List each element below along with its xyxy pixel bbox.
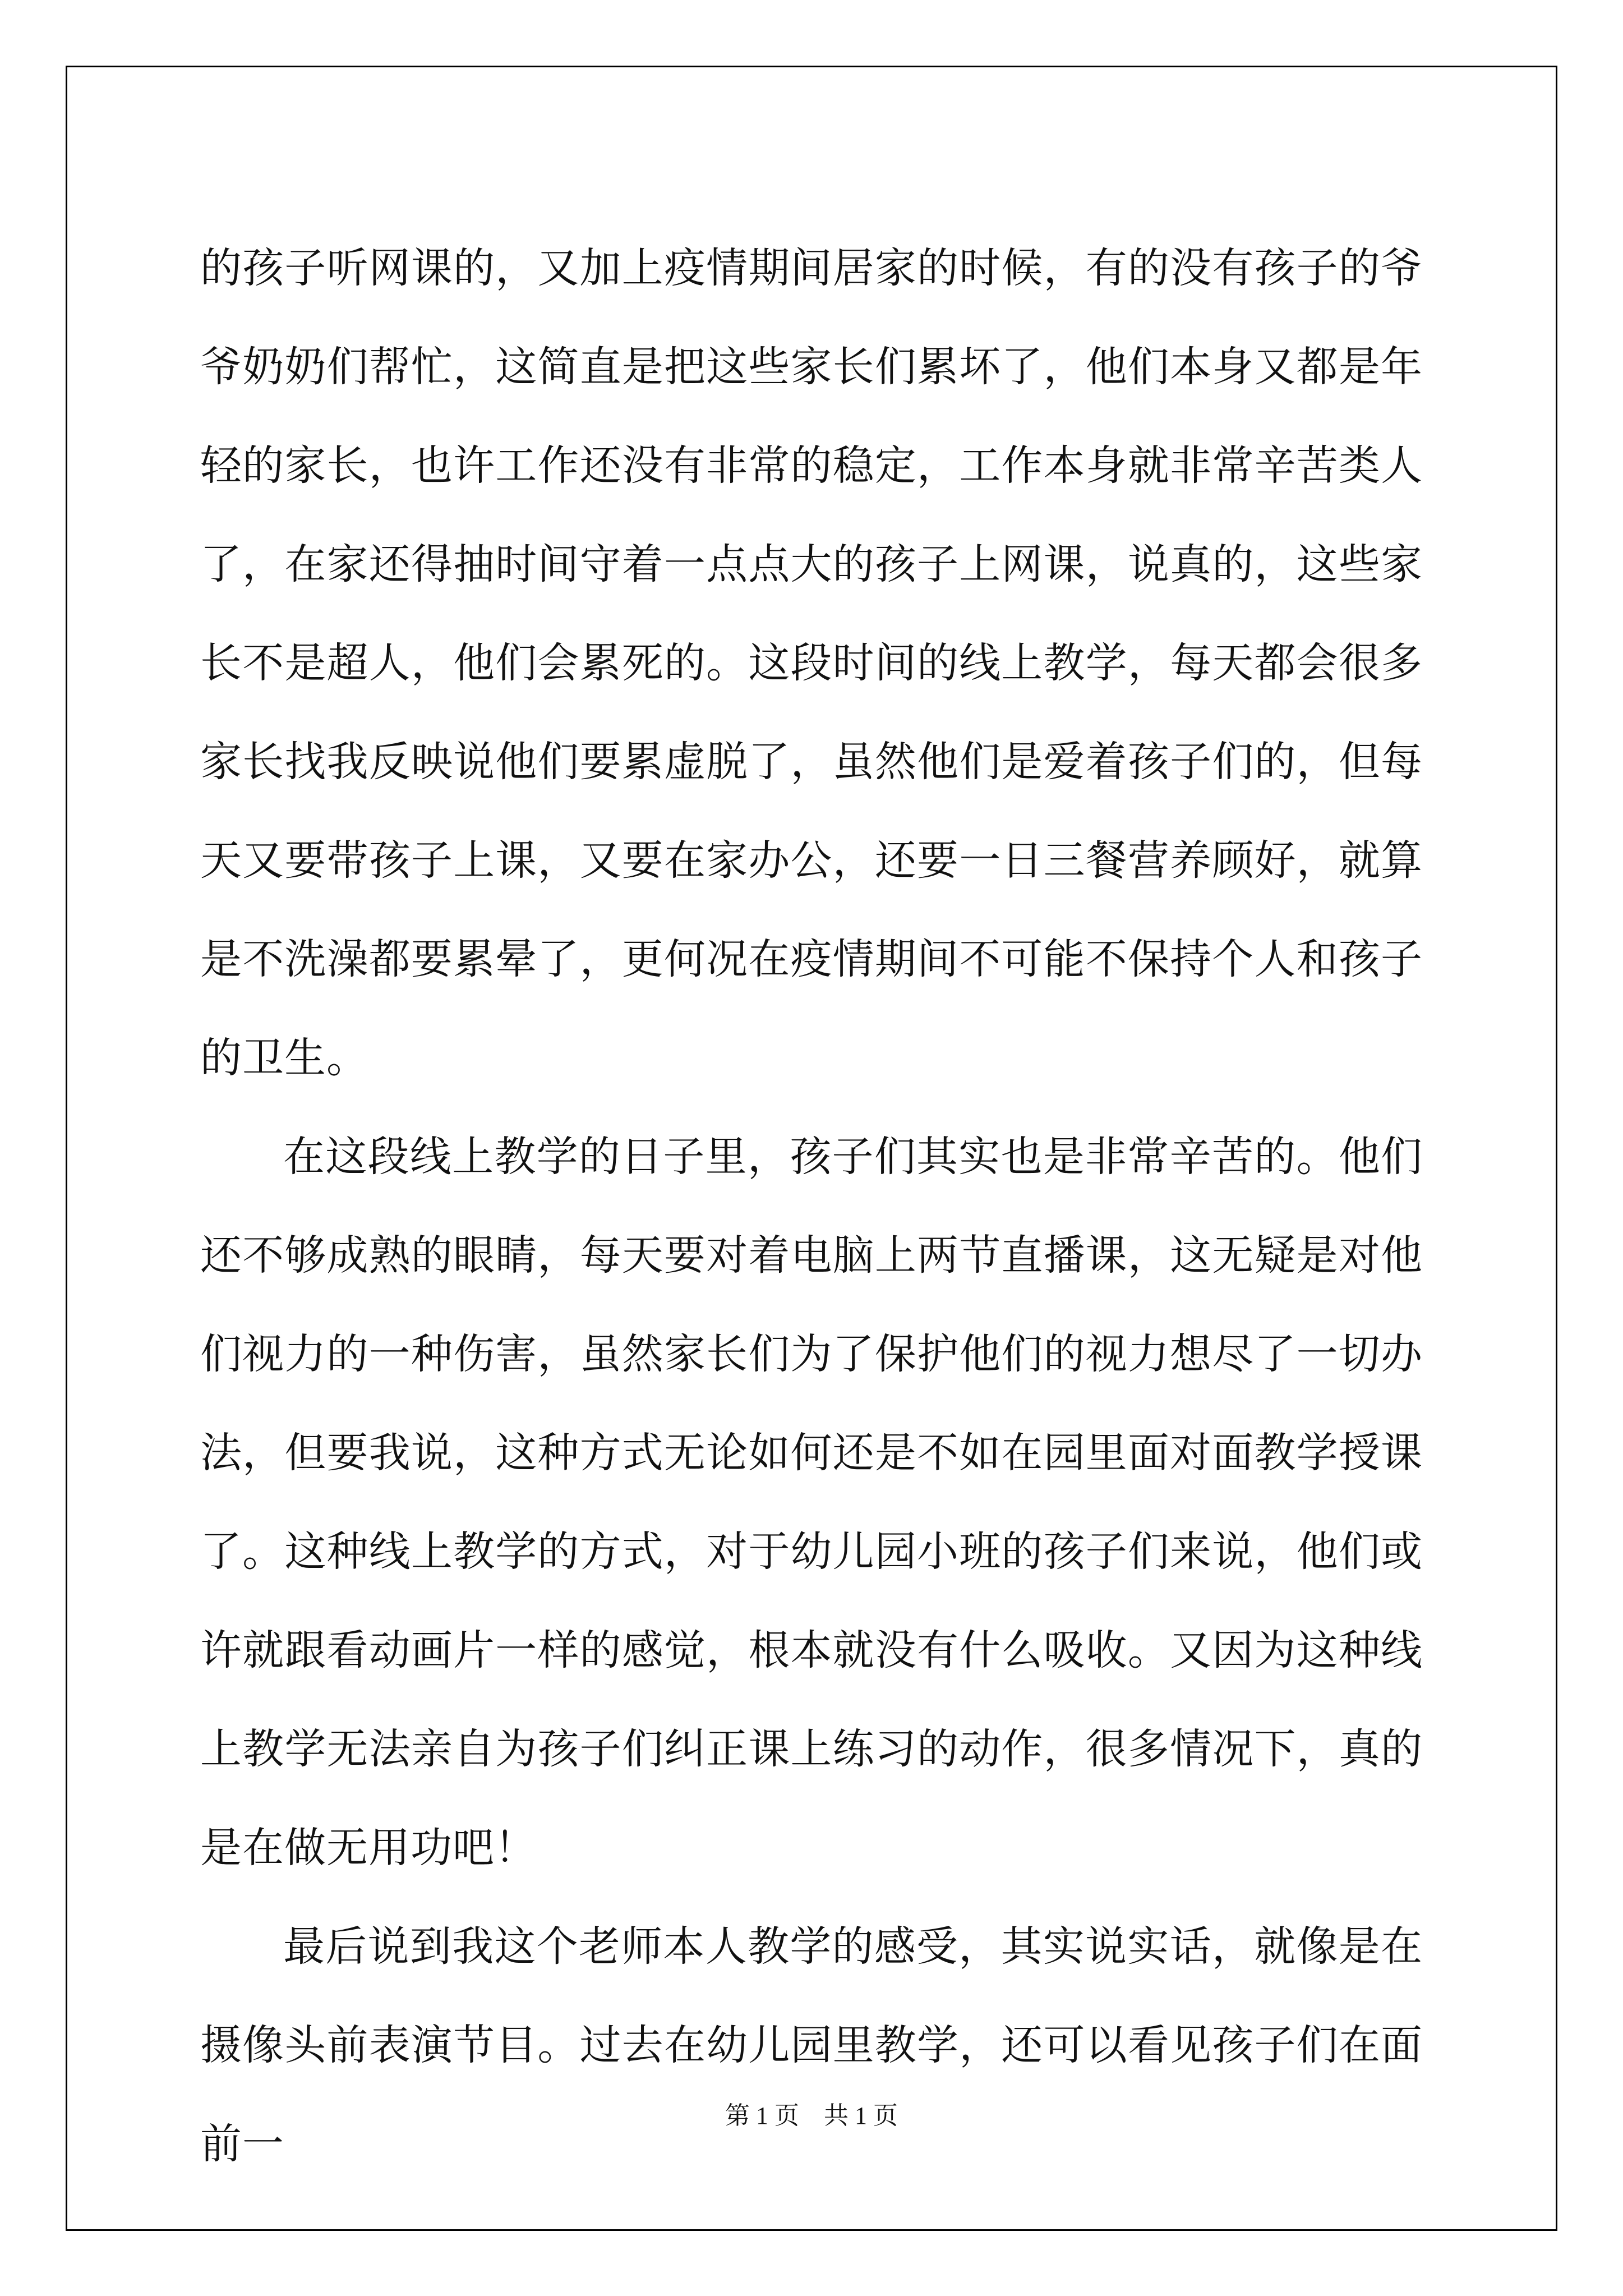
document-body xyxy=(200,219,1423,2193)
paragraph-3: 最后说到我这个老师本人教学的感受，其实说实话，就像是在摄像头前表演节目。过去在幼儿园里教学，还可以看见孩子们在面前一 xyxy=(200,1922,1423,2168)
page-number-footer: 第 1 页 共 1 页 xyxy=(725,2102,898,2129)
paragraph-2: 在这段线上教学的日子里，孩子们其实也是非常辛苦的。他们还不够成熟的眼睛，每天要对着电脑上两节直播课，这无疑是对他们视力的一种伤害，虽然家长们为了保护他们的视力想尽了一切办法，但要我说，这种方式无论如何还是不如在园里面对面教学授课了。这种线上教学的方式，对于幼儿园小班的孩子们来说，他们或许就跟看动画片一样的感觉，根本就没有什么吸收。又因为这种线上教学无法亲自为孩子们纠正课上练习的动作，很多情况下，真的是在做无用功吧！ xyxy=(200,1133,1423,1872)
paragraph-1: 的孩子听网课的，又加上疫情期间居家的时候，有的没有孩子的爷爷奶奶们帮忙，这简直是把这些家长们累坏了，他们本身又都是年轻的家长，也许工作还没有非常的稳定，工作本身就非常辛苦类人了，在家还得抽时间守着一点点大的孩子上网课，说真的，这些家长不是超人，他们会累死的。这段时间的线上教学，每天都会很多家长找我反映说他们要累虚脱了，虽然他们是爱着孩子们的，但每天又要带孩子上课，又要在家办公，还要一日三餐营养顾好，就算是不洗澡都要累晕了，更何况在疫情期间不可能不保持个人和孩子的卫生。 xyxy=(200,244,1423,1082)
